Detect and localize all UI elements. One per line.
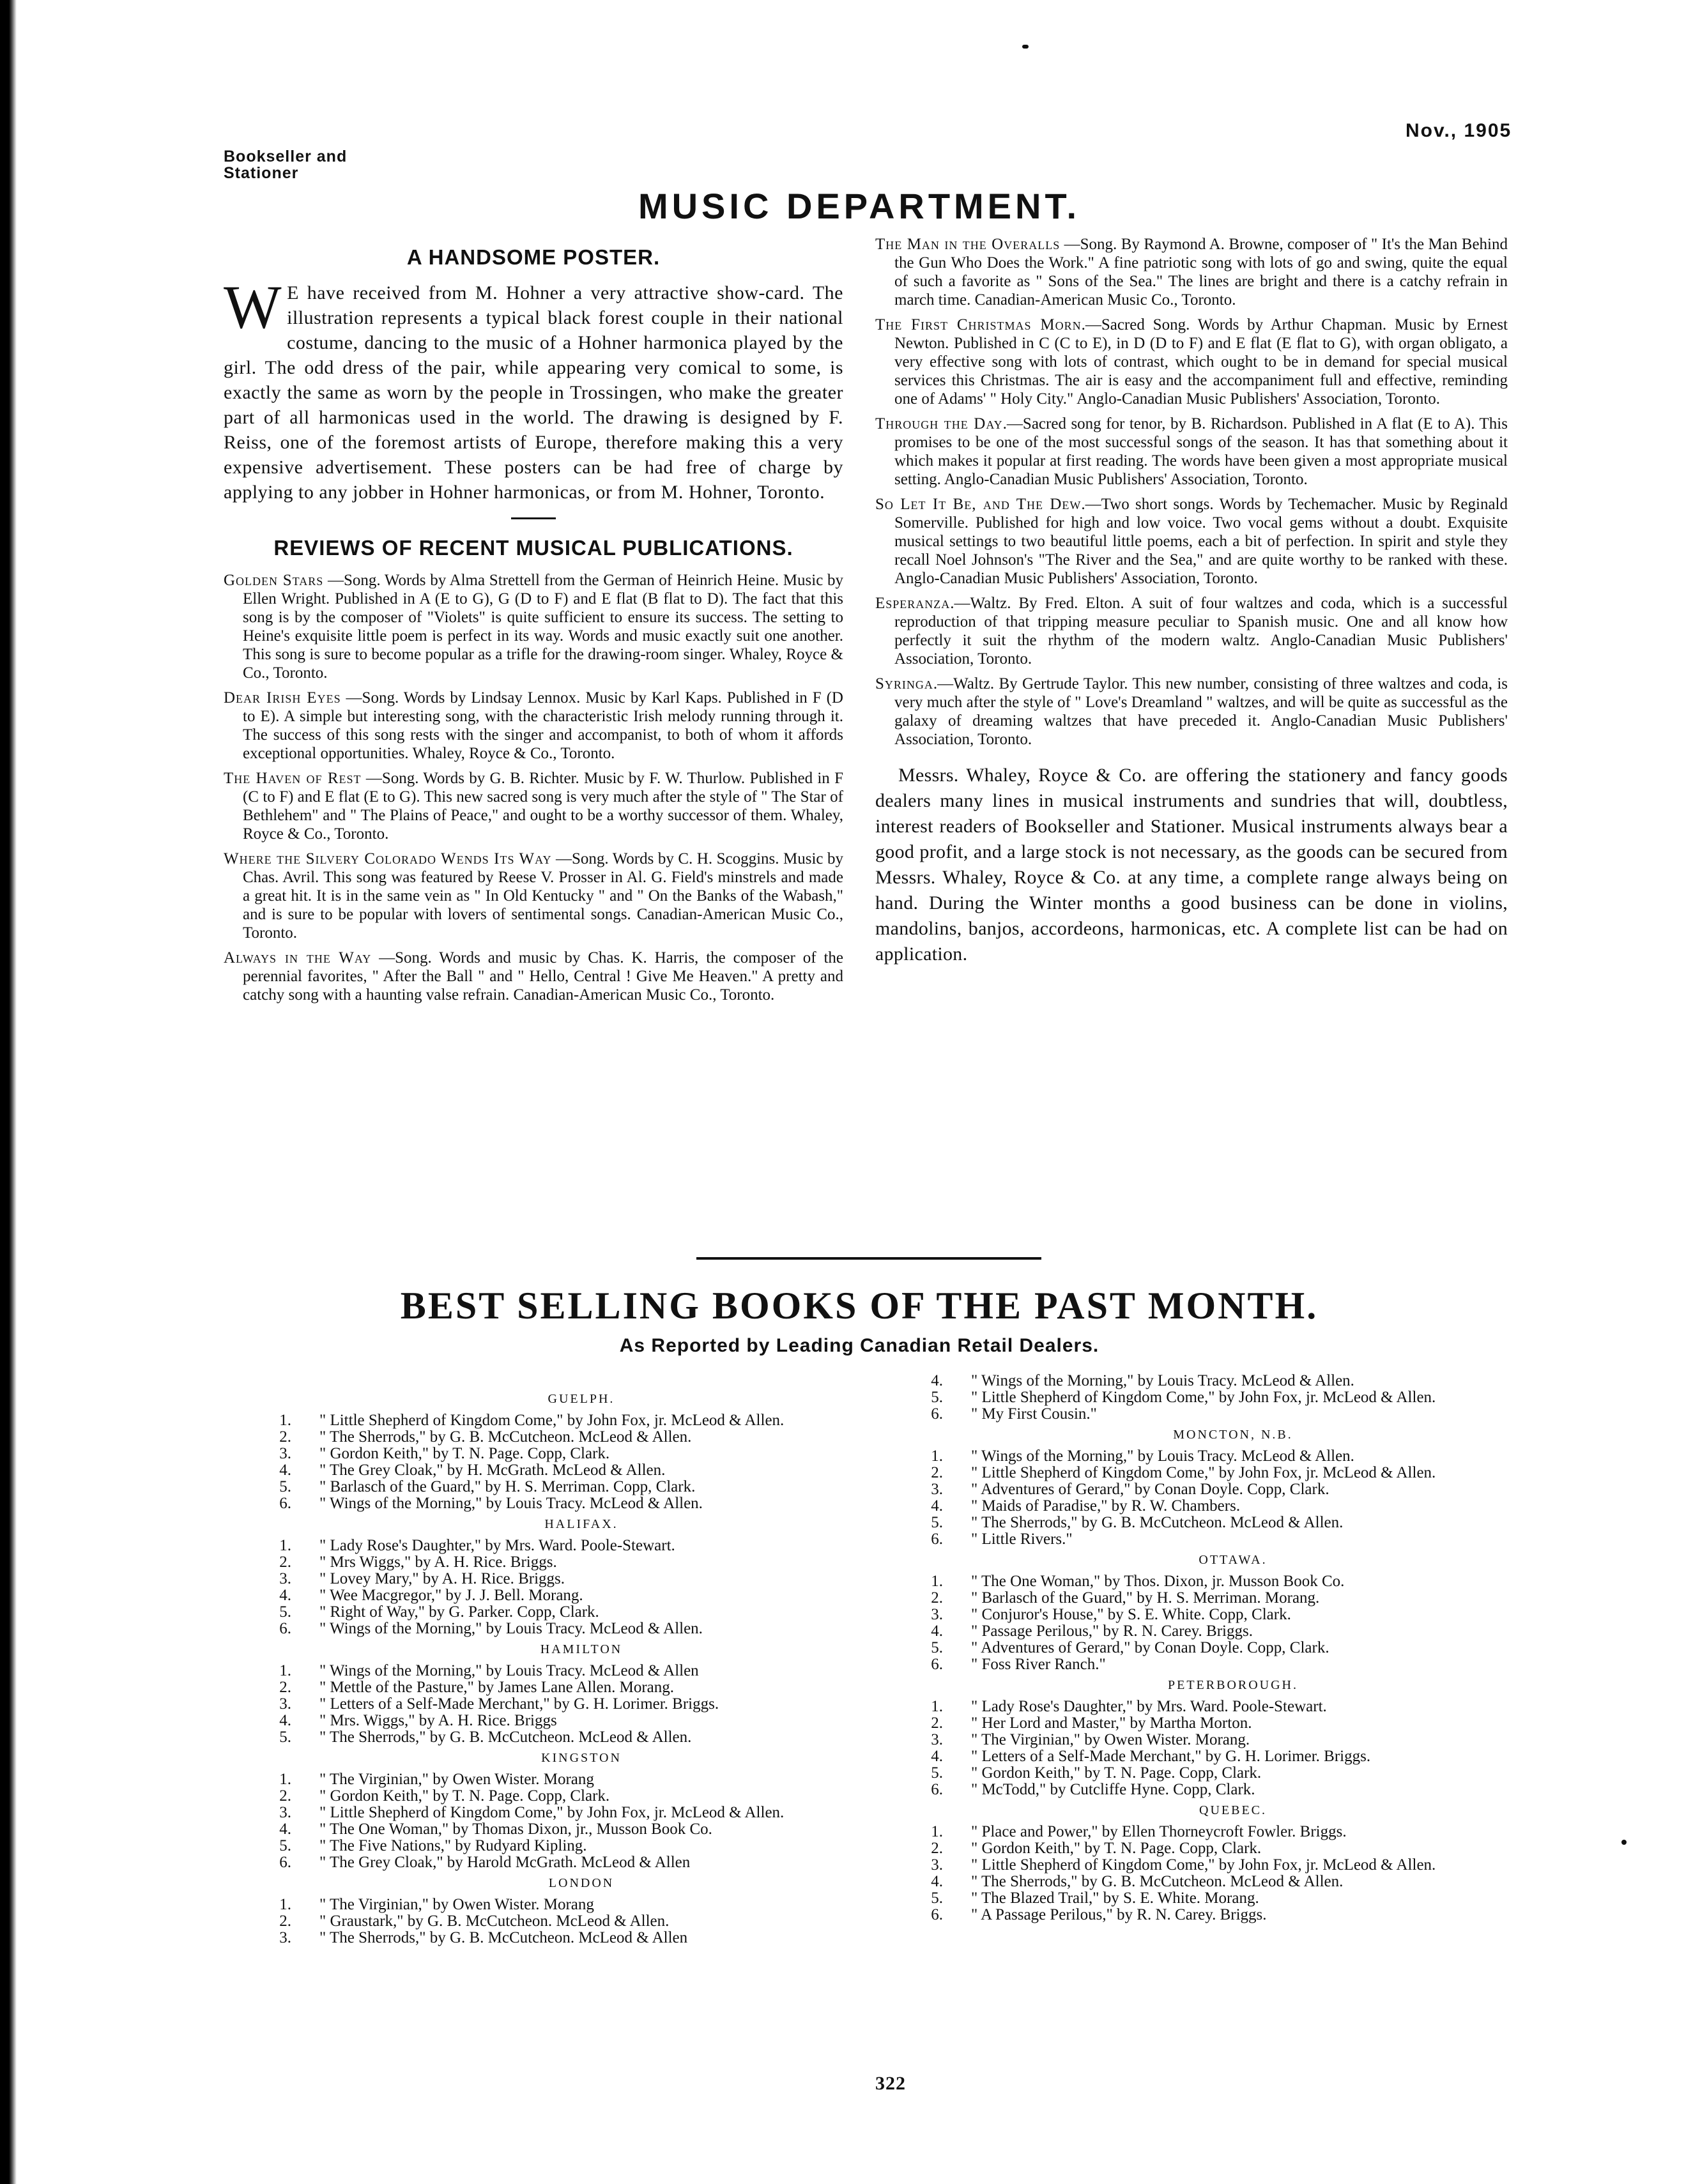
list-item-number: 6. (279, 1495, 291, 1512)
review-item (224, 689, 843, 763)
list-item-text: " Adventures of Gerard," by Conan Doyle. Copp, Clark. (971, 1481, 1329, 1498)
list-item (926, 1373, 1540, 1389)
list-item-text: " Wings of the Morning," by Louis Tracy. McLeod & Allen (319, 1662, 699, 1679)
list-item (926, 1515, 1540, 1531)
list-item-number: 1. (279, 1771, 291, 1788)
city-heading: MONCTON, N.B. (1173, 1428, 1293, 1442)
list-item-number: 2. (279, 1913, 291, 1930)
list-item (926, 1891, 1540, 1906)
list-item-text: " The Grey Cloak," by H. McGrath. McLeod & Allen. (319, 1462, 666, 1479)
list-item-number: 3. (279, 1570, 291, 1587)
review-title: Where the Silvery Colorado Wends Its Way (224, 850, 552, 867)
list-item-text: " Lady Rose's Daughter," by Mrs. Ward. Poole-Stewart. (971, 1698, 1327, 1715)
review-text: —Song. Words and music by Chas. K. Harris, the composer of the perennial favorites, " After the Ball " and " Hello, Central ! Give Me Heaven." A pretty and catchy song with a haunting valse refrain. Canadian-American Music Co., Toronto. (243, 949, 843, 1004)
section-divider (511, 517, 556, 519)
list-item (926, 1574, 1540, 1589)
list-item (275, 1446, 888, 1462)
review-text: .—Sacred song for tenor, by B. Richardson. Published in A flat (E to A). This promises to be one of the most successful songs of the season. It has that something about it which makes it popular at first reading. The words have been given a most appropriate musical setting. Anglo-Canadian Music Publishers' Association, Toronto. (894, 415, 1508, 488)
list-item-number: 3. (931, 1606, 943, 1623)
list-item-text: " The Virginian," by Owen Wister. Morang. (971, 1731, 1250, 1748)
list-item-number: 1. (279, 1662, 291, 1679)
list-item-number: 3. (279, 1445, 291, 1462)
list-item-number: 1. (279, 1896, 291, 1913)
review-title: Dear Irish Eyes (224, 689, 341, 706)
list-item-text: " Letters of a Self-Made Merchant," by G. H. Lorimer. Briggs. (319, 1695, 719, 1713)
list-item-number: 4. (279, 1587, 291, 1604)
list-item (926, 1824, 1540, 1840)
list-item-text: " Little Shepherd of Kingdom Come," by John Fox, jr. McLeod & Allen. (971, 1389, 1436, 1406)
review-item (875, 316, 1508, 408)
list-item (926, 1449, 1540, 1464)
list-item (926, 1749, 1540, 1764)
list-item-text: " My First Cousin." (971, 1405, 1097, 1423)
best-selling-list-left (275, 1386, 888, 1947)
list-item (275, 1713, 888, 1729)
list-item-text: " Right of Way," by G. Parker. Copp, Clark. (319, 1603, 599, 1621)
list-item (926, 1699, 1540, 1714)
city-heading: OTTAWA. (1199, 1553, 1268, 1567)
list-item (275, 1897, 888, 1913)
list-item-text: " The Grey Cloak," by Harold McGrath. McLeod & Allen (319, 1854, 691, 1871)
list-item-text: " Little Shepherd of Kingdom Come," by John Fox, jr. McLeod & Allen. (971, 1464, 1436, 1481)
list-item (926, 1640, 1540, 1656)
list-item (275, 1588, 888, 1603)
list-item (275, 1855, 888, 1870)
list-item-number: 5. (279, 1603, 291, 1621)
list-item (926, 1499, 1540, 1514)
review-title: Through the Day (875, 415, 1003, 432)
list-item-number: 3. (279, 1929, 291, 1946)
list-item-number: 5. (931, 1389, 943, 1406)
review-text: .—Sacred Song. Words by Arthur Chapman. Music by Ernest Newton. Published in C (C to E), in D (D to F) and E flat (E flat to G), with organ obligato, a very effective song with lots of contrast, which ought to be in demand for special musical services this Christmas. The air is easy and the accompaniment full and effective, reminding one of Adams' " Holy City." Anglo-Canadian Music Publishers' Association, Toronto. (894, 316, 1508, 408)
list-item-text: " The One Woman," by Thos. Dixon, jr. Musson Book Co. (971, 1573, 1345, 1590)
list-item-number: 6. (279, 1620, 291, 1637)
reviews-heading: REVIEWS OF RECENT MUSICAL PUBLICATIONS. (273, 536, 793, 560)
list-item-text: " McTodd," by Cutcliffe Hyne. Copp, Clark. (971, 1781, 1255, 1798)
list-item (926, 1465, 1540, 1481)
city-heading: HAMILTON (540, 1642, 623, 1656)
list-item-number: 5. (279, 1478, 291, 1495)
review-item (224, 769, 843, 843)
list-item (275, 1496, 888, 1511)
list-item-number: 6. (931, 1531, 943, 1548)
list-item (926, 1858, 1540, 1873)
list-item (275, 1430, 888, 1445)
list-item-text: " The Blazed Trail," by S. E. White. Morang. (971, 1890, 1259, 1907)
list-item-text: " The Sherrods," by G. B. McCutcheon. McLeod & Allen (319, 1929, 688, 1946)
list-item-number: 5. (931, 1764, 943, 1782)
list-item (275, 1680, 888, 1695)
list-item-number: 3. (931, 1731, 943, 1748)
scan-speck (1022, 45, 1029, 49)
city-heading: QUEBEC. (1199, 1803, 1267, 1817)
left-column (224, 245, 843, 1011)
department-title: MUSIC DEPARTMENT. (638, 186, 1081, 226)
list-item (926, 1624, 1540, 1639)
list-item-number: 3. (279, 1695, 291, 1713)
list-item (275, 1555, 888, 1570)
list-item-text: " Gordon Keith," by T. N. Page. Copp, Clark. (319, 1445, 610, 1462)
list-item-text: " The Virginian," by Owen Wister. Morang (319, 1771, 594, 1788)
review-title: Always in the Way (224, 949, 372, 966)
masthead-line-2: Stationer (224, 164, 299, 182)
masthead-line-1: Bookseller and (224, 148, 348, 165)
right-column (875, 235, 1508, 986)
review-text: —Song. Words by G. B. Richter. Music by F. W. Thurlow. Published in F (C to F) and E flat (E to G). This new sacred song is very much after the style of " The Star of Bethlehem" and " The Plains of Peace," and ought to be a worthy successor of them. Whaley, Royce & Co., Toronto. (243, 770, 843, 843)
list-item-text: " Maids of Paradise," by R. W. Chambers. (971, 1497, 1241, 1515)
list-item (275, 1772, 888, 1787)
list-item (275, 1621, 888, 1637)
list-item-number: 2. (279, 1554, 291, 1571)
review-item (224, 571, 843, 682)
list-item (926, 1390, 1540, 1405)
list-item (926, 1732, 1540, 1748)
list-item-number: 2. (279, 1787, 291, 1805)
list-item (275, 1571, 888, 1587)
poster-heading: A HANDSOME POSTER. (406, 245, 661, 269)
list-item-number: 1. (931, 1447, 943, 1465)
list-item-text: " Gordon Keith," by T. N. Page. Copp, Clark. (319, 1787, 610, 1805)
list-item-text: " Gordon Keith," by T. N. Page. Copp, Clark. (971, 1764, 1262, 1782)
list-item-number: 4. (931, 1497, 943, 1515)
review-item (875, 675, 1508, 749)
list-item (926, 1607, 1540, 1623)
list-item-number: 1. (931, 1573, 943, 1590)
list-item-number: 2. (279, 1428, 291, 1446)
review-text: .—Waltz. By Gertrude Taylor. This new number, consisting of three waltzes and coda, is very much after the style of " Love's Dreamland " waltzes, and will be quite as successful as the galaxy of dreaming waltzes that have preceded it. Anglo-Canadian Music Publishers' Association, Toronto. (894, 675, 1508, 748)
list-item-text: " Little Shepherd of Kingdom Come," by John Fox, jr. McLeod & Allen. (319, 1412, 785, 1429)
city-heading: GUELPH. (548, 1392, 615, 1406)
list-item-text: " The Virginian," by Owen Wister. Morang (319, 1896, 594, 1913)
list-item (926, 1657, 1540, 1672)
list-item (275, 1697, 888, 1712)
list-item-text: " Place and Power," by Ellen Thorneycroft Fowler. Briggs. (971, 1823, 1347, 1840)
list-item-number: 1. (931, 1698, 943, 1715)
list-item (275, 1838, 888, 1854)
list-item-text: " Barlasch of the Guard," by H. S. Merriman. Copp, Clark. (319, 1478, 696, 1495)
review-title: Esperanza (875, 595, 951, 612)
list-item-text: " Barlasch of the Guard," by H. S. Merriman. Morang. (971, 1589, 1320, 1607)
list-item-number: 1. (279, 1537, 291, 1554)
list-item-text: " Graustark," by G. B. McCutcheon. McLeod & Allen. (319, 1913, 670, 1930)
list-item-text: " Wings of the Morning," by Louis Tracy. McLeod & Allen. (971, 1447, 1354, 1465)
review-title: So Let It Be, and The Dew (875, 496, 1082, 513)
city-heading: PETERBOROUGH. (1167, 1678, 1298, 1692)
list-item-number: 3. (931, 1856, 943, 1874)
list-item (926, 1841, 1540, 1856)
list-item (926, 1407, 1540, 1422)
list-item-text: " The Sherrods," by G. B. McCutcheon. McLeod & Allen. (319, 1729, 692, 1746)
list-item-text: " Passage Perilous," by R. N. Carey. Briggs. (971, 1623, 1253, 1640)
city-heading: KINGSTON (541, 1751, 622, 1765)
review-item (875, 235, 1508, 309)
list-item-number: 6. (931, 1781, 943, 1798)
list-item (926, 1766, 1540, 1781)
list-item (275, 1479, 888, 1495)
list-item-number: 4. (931, 1873, 943, 1890)
review-item (224, 850, 843, 942)
list-item (926, 1591, 1540, 1606)
masthead (224, 148, 347, 181)
review-title: The First Christmas Morn (875, 316, 1082, 333)
list-item-number: 5. (931, 1514, 943, 1531)
list-item-number: 4. (931, 1623, 943, 1640)
list-item (275, 1413, 888, 1428)
list-item-number: 5. (279, 1837, 291, 1854)
review-text: —Song. Words by Lindsay Lennox. Music by Karl Kaps. Published in F (D to E). A simple but interesting song, with the characteristic Irish melody running through it. The success of this song rests with the singer and accompanist, to both of whom it affords exceptional opportunities. Whaley, Royce & Co., Toronto. (243, 689, 843, 762)
list-item (275, 1789, 888, 1804)
scan-edge (0, 0, 17, 2184)
list-item-text: " The Sherrods," by G. B. McCutcheon. McLeod & Allen. (971, 1514, 1344, 1531)
list-item (275, 1730, 888, 1745)
poster-article: WE have received from M. Hohner a very attractive show-card. The illustration represents a typical black forest couple in their national costume, dancing to the music of a Hohner harmonica played by the girl. The odd dress of the pair, while appearing very comical to some, is exactly the same as worn by the people in Trossingen, who make the greater part of all harmonicas used in the world. The drawing is designed by F. Reiss, one of the foremost artists of Europe, therefore making this a very expensive advertisement. These posters can be had free of charge by applying to any jobber in Hohner harmonicas, or from M. Hohner, Toronto. (224, 273, 843, 503)
list-item-text: " Mrs. Wiggs," by A. H. Rice. Briggs (319, 1712, 557, 1729)
list-item (275, 1822, 888, 1837)
review-text: —Song. Words by Alma Strettell from the German of Heinrich Heine. Music by Ellen Wright. Published in A (E to G), G (D to F) and E flat (B flat to D). The fact that this song is by the composer of "Violets" is quite sufficient to ensure its success. The setting to Heine's exquisite little poem is perfect in its way. Words and music exactly suit one another. This song is sure to become popular as a trifle for the drawing-room singer. Whaley, Royce & Co., Toronto. (243, 572, 843, 682)
list-item-number: 5. (279, 1729, 291, 1746)
review-text: .—Two short songs. Words by Techemacher. Music by Reginald Somerville. Published for high and low voice. Two vocal gems without a doubt. Exquisite musical settings to two beautiful little poems, each a bit of perfection. In spirit and style they recall Noel Johnson's "The River and the Sea," and are quite worthy to be ranked with these. Anglo-Canadian Music Publishers' Association, Toronto. (894, 496, 1508, 587)
list-item-number: 2. (931, 1589, 943, 1607)
list-item-text: " Foss River Ranch." (971, 1656, 1106, 1673)
list-item-text: " Lady Rose's Daughter," by Mrs. Ward. Poole-Stewart. (319, 1537, 675, 1554)
list-item-text: " Little Shepherd of Kingdom Come," by John Fox, jr. McLeod & Allen. (971, 1856, 1436, 1874)
list-item-number: 5. (931, 1890, 943, 1907)
list-item (926, 1482, 1540, 1497)
review-text: —Song. Words by C. H. Scoggins. Music by Chas. Avril. This song was featured by Reese V. Prosser in Al. G. Field's minstrels and made a great hit. It is in the same vein as " In Old Kentucky " and " On the Banks of the Wabash," and is sure to be popular with lovers of sentimental songs. Canadian-American Music Co., Toronto. (243, 850, 843, 942)
list-item-text: " Wee Macgregor," by J. J. Bell. Morang. (319, 1587, 583, 1604)
whaley-royce-note: Messrs. Whaley, Royce & Co. are offering the stationery and fancy goods dealers many lines in musical instruments and sundries that will, doubtless, interest readers of Bookseller and Stationer. Musical instruments always bear a good profit, and a large stock is not necessary, as the goods can be secured from Messrs. Whaley, Royce & Co. at any time, a complete range always being on hand. During the Winter months a good business can be done in violins, mandolins, banjos, accordeons, harmonicas, etc. A complete list can be had on application. (875, 765, 1508, 965)
review-title: The Haven of Rest (224, 770, 362, 787)
list-item (275, 1663, 888, 1679)
list-item-text: " Gordon Keith," by T. N. Page. Copp, Clark. (971, 1840, 1262, 1857)
list-item-text: " The Five Nations," by Rudyard Kipling. (319, 1837, 587, 1854)
list-item-text: " Letters of a Self-Made Merchant," by G. H. Lorimer. Briggs. (971, 1748, 1371, 1765)
list-item-text: " Little Rivers." (971, 1531, 1073, 1548)
best-selling-subtitle: As Reported by Leading Canadian Retail Dealers. (619, 1335, 1099, 1356)
list-item-text: " Conjuror's House," by S. E. White. Copp, Clark. (971, 1606, 1291, 1623)
list-item-number: 2. (931, 1714, 943, 1732)
list-item-number: 6. (931, 1906, 943, 1923)
list-item (926, 1532, 1540, 1547)
list-item-number: 4. (931, 1748, 943, 1765)
list-item-number: 5. (931, 1639, 943, 1656)
page-divider (696, 1257, 1041, 1260)
list-item-number: 4. (279, 1712, 291, 1729)
list-item-text: " The Sherrods," by G. B. McCutcheon. McLeod & Allen. (971, 1873, 1344, 1890)
list-item (275, 1805, 888, 1821)
list-item (275, 1605, 888, 1620)
list-item (926, 1716, 1540, 1731)
list-item (275, 1463, 888, 1478)
list-item-number: 6. (931, 1656, 943, 1673)
best-selling-list-right (926, 1373, 1540, 1924)
reviews-list-right (875, 235, 1508, 749)
list-item-number: 6. (279, 1854, 291, 1871)
list-item (275, 1914, 888, 1929)
issue-date: Nov., 1905 (1406, 120, 1512, 141)
list-item-text: " Wings of the Morning," by Louis Tracy. McLeod & Allen. (319, 1620, 703, 1637)
list-item-number: 6. (931, 1405, 943, 1423)
city-heading: HALIFAX. (544, 1517, 618, 1531)
review-text: .—Waltz. By Fred. Elton. A suit of four waltzes and coda, which is a successful reproduction of that tripping measure peculiar to Spanish music. One and all know how perfectly it suit the rhythm of the modern waltz. Anglo-Canadian Music Publishers' Association, Toronto. (894, 595, 1508, 668)
list-item-text: " A Passage Perilous," by R. N. Carey. Briggs. (971, 1906, 1267, 1923)
list-item-number: 2. (931, 1840, 943, 1857)
list-item-number: 3. (279, 1804, 291, 1821)
list-item-number: 4. (279, 1821, 291, 1838)
scan-speck (1621, 1840, 1627, 1845)
list-item-text: " Mrs Wiggs," by A. H. Rice. Briggs. (319, 1554, 557, 1571)
list-item-number: 4. (279, 1462, 291, 1479)
list-item-number: 4. (931, 1372, 943, 1389)
review-title: Golden Stars (224, 572, 324, 589)
list-item-text: " Adventures of Gerard," by Conan Doyle. Copp, Clark. (971, 1639, 1329, 1656)
list-item-text: " The Sherrods," by G. B. McCutcheon. McLeod & Allen. (319, 1428, 692, 1446)
list-item-text: " Mettle of the Pasture," by James Lane Allen. Morang. (319, 1679, 675, 1696)
review-title: Syringa (875, 675, 933, 692)
best-selling-title: BEST SELLING BOOKS OF THE PAST MONTH. (400, 1285, 1319, 1327)
list-item-number: 1. (931, 1823, 943, 1840)
page-number: 322 (875, 2073, 906, 2094)
review-item (224, 949, 843, 1004)
list-item-text: " Little Shepherd of Kingdom Come," by John Fox, jr. McLeod & Allen. (319, 1804, 785, 1821)
list-item-text: " Lovey Mary," by A. H. Rice. Briggs. (319, 1570, 565, 1587)
list-item (926, 1907, 1540, 1923)
list-item (275, 1930, 888, 1946)
list-item-number: 1. (279, 1412, 291, 1429)
reviews-list-left (224, 571, 843, 1004)
review-item (875, 495, 1508, 588)
list-item-text: " Her Lord and Master," by Martha Morton. (971, 1714, 1252, 1732)
review-item (875, 415, 1508, 489)
list-item-number: 2. (931, 1464, 943, 1481)
list-item-number: 2. (279, 1679, 291, 1696)
review-text: —Song. By Raymond A. Browne, composer of " It's the Man Behind the Gun Who Does the Work." A fine patriotic song with lots of go and swing, quite the equal of such a favorite as " Sons of the Sea." The lines are bright and there is a catchy refrain in march time. Canadian-American Music Co., Toronto. (894, 236, 1508, 309)
list-item (926, 1782, 1540, 1798)
city-heading: LONDON (548, 1876, 615, 1890)
list-item-number: 3. (931, 1481, 943, 1498)
list-item-text: " The One Woman," by Thomas Dixon, jr., Musson Book Co. (319, 1821, 712, 1838)
list-item (275, 1538, 888, 1554)
review-title: The Man in the Overalls (875, 236, 1061, 253)
list-item-text: " Wings of the Morning," by Louis Tracy. McLeod & Allen. (319, 1495, 703, 1512)
review-item (875, 594, 1508, 668)
list-item-text: " Wings of the Morning," by Louis Tracy. McLeod & Allen. (971, 1372, 1354, 1389)
list-item (926, 1874, 1540, 1890)
